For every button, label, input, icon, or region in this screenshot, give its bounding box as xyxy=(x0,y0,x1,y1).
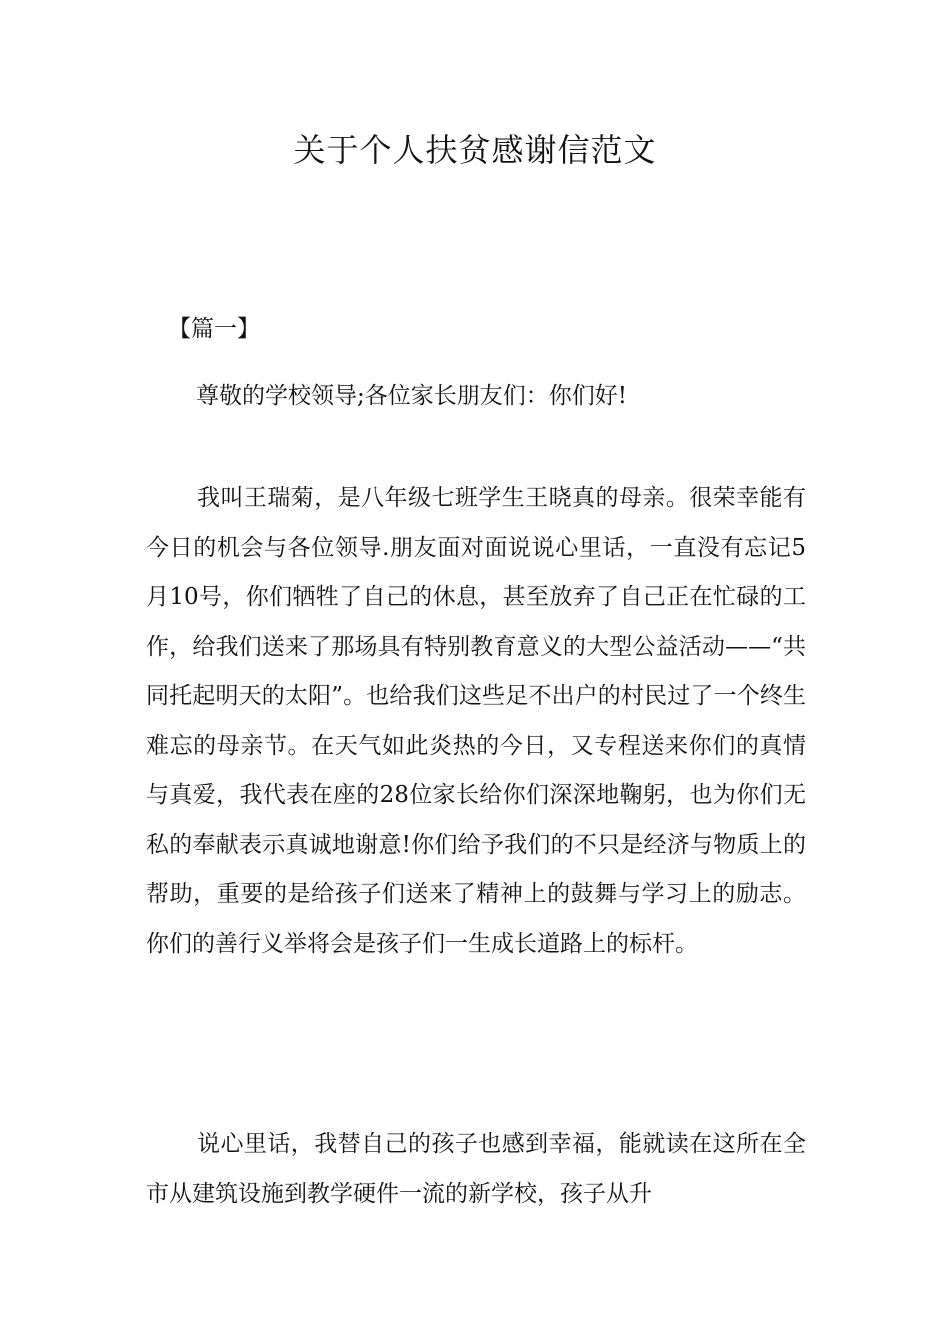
body-paragraph: 说心里话，我替自己的孩子也感到幸福，能就读在这所在全市从建筑设施到教学硬件一流的新学校，孩子从升 xyxy=(146,1131,806,1207)
body-paragraph: 我叫王瑞菊，是八年级七班学生王晓真的母亲。很荣幸能有今日的机会与各位领导.朋友面对面说说心里话，一直没有忘记5月10号，你们牺牲了自己的休息，甚至放弃了自己正在忙碌的工作，给我们送来了那场具有特别教育意义的大型公益活动——“共同托起明天的太阳”。也给我们这些足不出户的村民过了一个终生难忘的母亲节。在天气如此炎热的今日，又专程送来你们的真情与真爱，我代表在座的28位家长给你们深深地鞠躬，也为你们无私的奉献表示真诚地谢意!你们给予我们的不只是经济与物质上的帮助，重要的是给孩子们送来了精神上的鼓舞与学习上的励志。你们的善行义举将会是孩子们一生成长道路上的标杆。 xyxy=(146,485,806,957)
document-title: 关于个人扶贫感谢信范文 xyxy=(293,131,657,169)
letter-greeting: 尊敬的学校领导;各位家长朋友们：你们好! xyxy=(196,383,627,409)
section-label: 【篇一】 xyxy=(168,316,260,342)
